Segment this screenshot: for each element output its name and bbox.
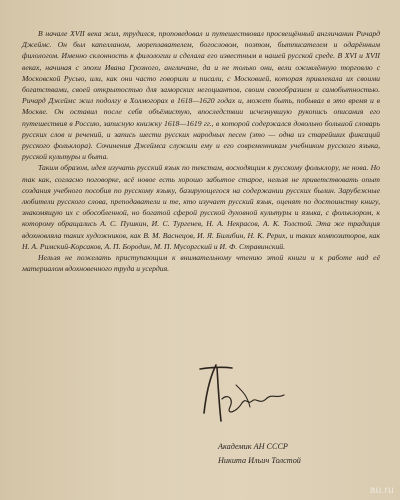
paragraph-2: Таким образом, идея изучать русский язык по текстам, восходящим к русскому фольклору, не нова. Но так как, согласно поговорке, всё новое есть хорошо забытое старое, нельзя не приветствовать опыт создания учебного пособия по русскому языку, базирующегося на содержании русских былин. Зарубежные любители русского слова, преподаватели и те, кто изучает русский язык, оценят по достоинству книгу, знакомящую их с обособленной, но богатой сферой русской духовной культуры и языка, с фольклором, к которому обращались А. С. Пушкин, И. С. Тургенев, Н. А. Некрасов, А. К. Толстой. Эта же традиция вдохновляла таких художников, как В. М. Васнецов, И. Я. Билибин, Н. К. Рерих, и таких композиторов, как Н. А. Римский-Корсаков, А. П. Бородин, М. П. Мусоргский и И. Ф. Стравинский.: [22, 163, 380, 251]
handwritten-signature: [192, 355, 292, 430]
paragraph-3: Нельзя не пожелать приступающим к внимательному чтению этой книги и к работе над её материалом вдохновенного труда и усердия.: [22, 253, 380, 274]
signature-name: Никита Ильич Толстой: [218, 456, 301, 465]
signature-title: Академик АН СССР: [218, 442, 288, 451]
paragraph-1: В начале XVII века жил, трудился, проповедовал и путешествовал просвещённый англичанин Ричард Джеймс. Он был капелланом, мореплавателем, богословом, поэтом, бытписателем и одарённым филологом. Именно склонность к филологии и сделала его известным в нашей русской среде. В XVI и XVII веках, начиная с эпохи Ивана Грозного, англичане, да и не только они, вели оживлённую торговлю с Московской Русью, или, как они часто говорили и писали, с Московией, которая привлекала их своими богатствами, своей открытостью для заморских негоциантов, своим своеобразием и самобытностью. Ричард Джеймс жил подолгу в Холмогорах в 1618—1620 годах и, может быть, побывал в это время и в Москве. Он оставил после себя объёмистую, впоследствии исчезнувшую рукопись описания его путешествия в Россию, записную книжку 1618—1619 гг., в которой содержался довольно большой словарь русских слов и речений, и запись шести русских народных песен (это — одна из старейших фиксаций русского фольклора). Сочинения Джеймса служили ему и его современникам учебником русского языка, русской культуры и быта.: [22, 29, 380, 162]
site-watermark: au.ru: [369, 485, 394, 496]
signature-block: [218, 440, 378, 468]
body-text: [22, 28, 380, 274]
